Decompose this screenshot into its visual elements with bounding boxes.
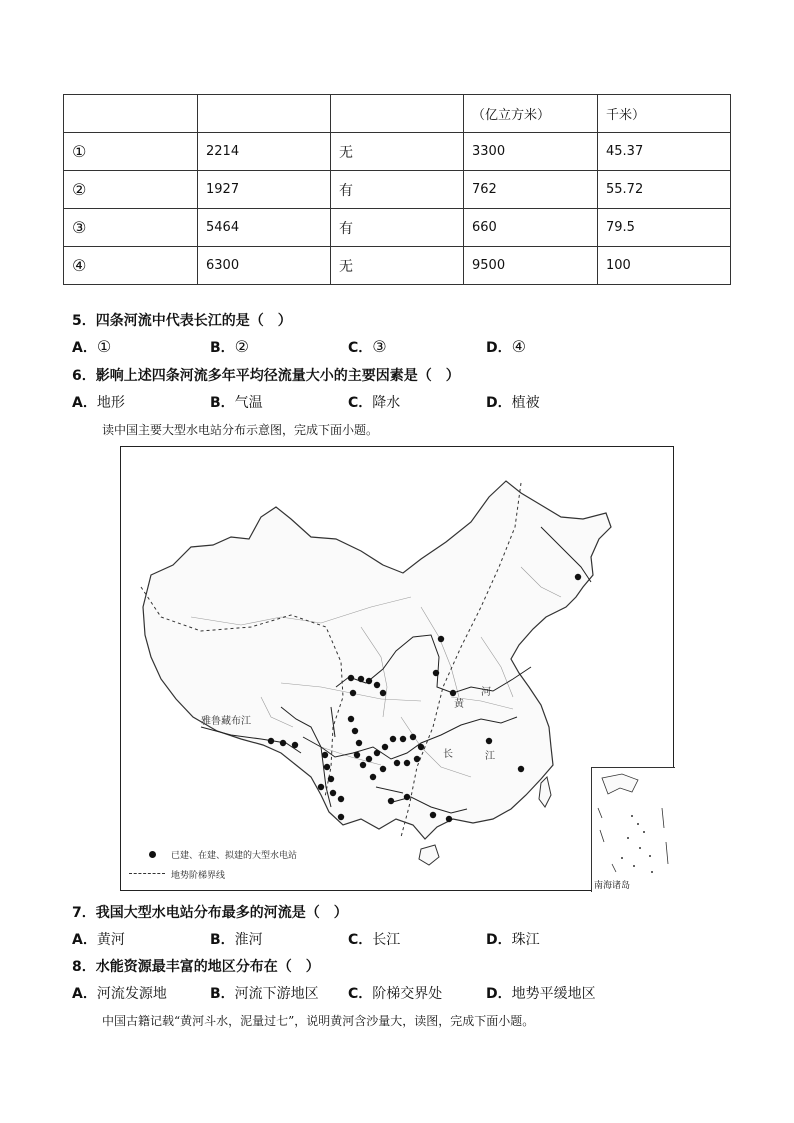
option-b[interactable] xyxy=(210,983,319,1003)
table-cell: 55.72 xyxy=(598,171,731,209)
table-cell: 有 xyxy=(331,171,464,209)
inset-outline xyxy=(592,768,674,892)
question-6-options xyxy=(72,392,732,414)
option-text: 河流下游地区 xyxy=(234,986,319,1002)
option-text: 淮河 xyxy=(234,932,263,948)
option-key: D． xyxy=(486,395,512,411)
option-a[interactable] xyxy=(72,337,111,357)
station-dot xyxy=(388,798,394,804)
legend-station-label: 已建、在建、拟建的大型水电站 xyxy=(171,851,298,861)
question-8-stem: 8．水能资源最丰富的地区分布在（ ） xyxy=(72,959,320,975)
table-cell: 9500 xyxy=(464,247,598,285)
table-cell xyxy=(198,95,331,133)
station-dot xyxy=(370,774,376,780)
table-cell xyxy=(331,95,464,133)
table-row xyxy=(64,247,731,285)
station-dot xyxy=(280,740,286,746)
option-key: B． xyxy=(210,395,235,411)
station-dot xyxy=(380,690,386,696)
station-dot xyxy=(446,816,452,822)
option-key: B． xyxy=(210,986,235,1002)
station-dot xyxy=(380,766,386,772)
option-key: B． xyxy=(210,932,235,948)
station-dot xyxy=(390,736,396,742)
option-text: 河流发源地 xyxy=(96,986,167,1002)
station-dot xyxy=(575,574,581,580)
option-text: 地形 xyxy=(96,395,125,411)
option-key: C． xyxy=(348,395,373,411)
label-yarlung-tsangpo: 雅鲁藏布江 xyxy=(201,716,251,727)
option-text: 珠江 xyxy=(511,932,540,948)
station-dot xyxy=(350,690,356,696)
station-dot xyxy=(433,670,439,676)
question-6-stem: 6．影响上述四条河流多年平均径流量大小的主要因素是（ ） xyxy=(72,368,460,384)
label-yellow-river-2: 河 xyxy=(481,687,491,698)
option-text: ④ xyxy=(511,337,526,356)
table-cell: （亿立方米） xyxy=(464,95,598,133)
table-cell: ④ xyxy=(64,247,198,285)
station-dot xyxy=(338,814,344,820)
question-5-stem: 5．四条河流中代表长江的是（ ） xyxy=(72,313,292,329)
option-a[interactable] xyxy=(72,983,167,1003)
table-header-row xyxy=(64,95,731,133)
station-dot xyxy=(352,728,358,734)
option-d[interactable] xyxy=(486,392,540,412)
option-key: A． xyxy=(72,986,97,1002)
station-dot xyxy=(330,790,336,796)
station-dot xyxy=(268,738,274,744)
table-cell: 千米） xyxy=(598,95,731,133)
option-text: ① xyxy=(96,337,112,356)
table-cell xyxy=(64,95,198,133)
station-dot xyxy=(292,742,298,748)
option-d[interactable] xyxy=(486,983,596,1003)
option-d[interactable] xyxy=(486,929,540,949)
option-key: C． xyxy=(348,986,373,1002)
table-row xyxy=(64,133,731,171)
option-c[interactable] xyxy=(348,929,400,949)
table-cell: ③ xyxy=(64,209,198,247)
table-cell: 无 xyxy=(331,133,464,171)
table-cell: 1927 xyxy=(198,171,331,209)
option-text: 阶梯交界处 xyxy=(372,986,443,1002)
hydropower-map xyxy=(120,446,674,891)
option-key: D． xyxy=(486,932,512,948)
station-dot xyxy=(394,760,400,766)
label-yangtze-2: 江 xyxy=(485,751,495,762)
option-key: A． xyxy=(72,932,97,948)
station-dot xyxy=(356,740,362,746)
table-row xyxy=(64,209,731,247)
option-c[interactable] xyxy=(348,337,387,357)
option-key: A． xyxy=(72,395,97,411)
station-dot xyxy=(374,682,380,688)
station-dot xyxy=(318,784,324,790)
station-dot xyxy=(410,734,416,740)
legend-boundary-icon xyxy=(129,873,165,874)
option-key: D． xyxy=(486,340,512,356)
table-cell: ② xyxy=(64,171,198,209)
intro-text-yellow-river: 中国古籍记载“黄河斗水，泥量过七”，说明黄河含沙量大，读图，完成下面小题。 xyxy=(102,1014,535,1028)
option-key: C． xyxy=(348,340,373,356)
option-text: 植被 xyxy=(511,395,540,411)
question-5-options xyxy=(72,337,732,359)
station-dot xyxy=(366,756,372,762)
station-dot xyxy=(328,776,334,782)
table-cell: ① xyxy=(64,133,198,171)
option-text: ③ xyxy=(372,337,387,356)
station-dot xyxy=(418,744,424,750)
station-dot xyxy=(366,678,372,684)
station-dot xyxy=(348,675,354,681)
station-dot xyxy=(382,744,388,750)
river-data-table xyxy=(63,94,731,285)
option-c[interactable] xyxy=(348,983,442,1003)
table-cell: 有 xyxy=(331,209,464,247)
legend-boundary-label: 地势阶梯界线 xyxy=(171,871,226,881)
option-text: 长江 xyxy=(372,932,401,948)
option-b[interactable] xyxy=(210,392,263,412)
label-yellow-river-1: 黄 xyxy=(454,699,464,710)
option-text: 降水 xyxy=(372,395,401,411)
station-dot xyxy=(358,676,364,682)
south-china-sea-inset xyxy=(591,767,675,892)
label-yangtze-1: 长 xyxy=(443,749,453,760)
table-cell: 762 xyxy=(464,171,598,209)
inset-label: 南海诸岛 xyxy=(594,881,631,891)
station-dot xyxy=(404,760,410,766)
option-key: B． xyxy=(210,340,235,356)
question-8-options xyxy=(72,983,732,1005)
table-cell: 45.37 xyxy=(598,133,731,171)
option-a[interactable] xyxy=(72,392,125,412)
option-key: D． xyxy=(486,986,512,1002)
station-dot xyxy=(414,756,420,762)
table-cell: 660 xyxy=(464,209,598,247)
question-7-options xyxy=(72,929,732,951)
question-7-stem: 7．我国大型水电站分布最多的河流是（ ） xyxy=(72,905,348,921)
station-dot xyxy=(400,736,406,742)
table-row xyxy=(64,171,731,209)
station-dot xyxy=(348,716,354,722)
station-dot xyxy=(374,750,380,756)
option-text: 地势平缓地区 xyxy=(511,986,596,1002)
option-d[interactable] xyxy=(486,337,526,357)
station-dot xyxy=(360,762,366,768)
option-c[interactable] xyxy=(348,392,400,412)
option-text: 黄河 xyxy=(96,932,125,948)
station-dot xyxy=(324,764,330,770)
table-cell: 5464 xyxy=(198,209,331,247)
station-dot xyxy=(354,752,360,758)
legend-station-icon xyxy=(149,851,156,858)
option-key: C． xyxy=(348,932,373,948)
station-dot xyxy=(404,794,410,800)
option-text: 气温 xyxy=(234,395,263,411)
option-a[interactable] xyxy=(72,929,125,949)
table-cell: 3300 xyxy=(464,133,598,171)
station-dot xyxy=(322,752,328,758)
option-b[interactable] xyxy=(210,929,263,949)
station-dot xyxy=(438,636,444,642)
table-cell: 100 xyxy=(598,247,731,285)
option-text: ② xyxy=(234,337,250,356)
table-cell: 6300 xyxy=(198,247,331,285)
table-cell: 79.5 xyxy=(598,209,731,247)
option-key: A． xyxy=(72,340,97,356)
station-dot xyxy=(430,812,436,818)
intro-text-map: 读中国主要大型水电站分布示意图，完成下面小题。 xyxy=(102,423,379,437)
station-dot xyxy=(338,796,344,802)
table-cell: 2214 xyxy=(198,133,331,171)
station-dot xyxy=(486,738,492,744)
station-dot xyxy=(518,766,524,772)
table-cell: 无 xyxy=(331,247,464,285)
option-b[interactable] xyxy=(210,337,249,357)
